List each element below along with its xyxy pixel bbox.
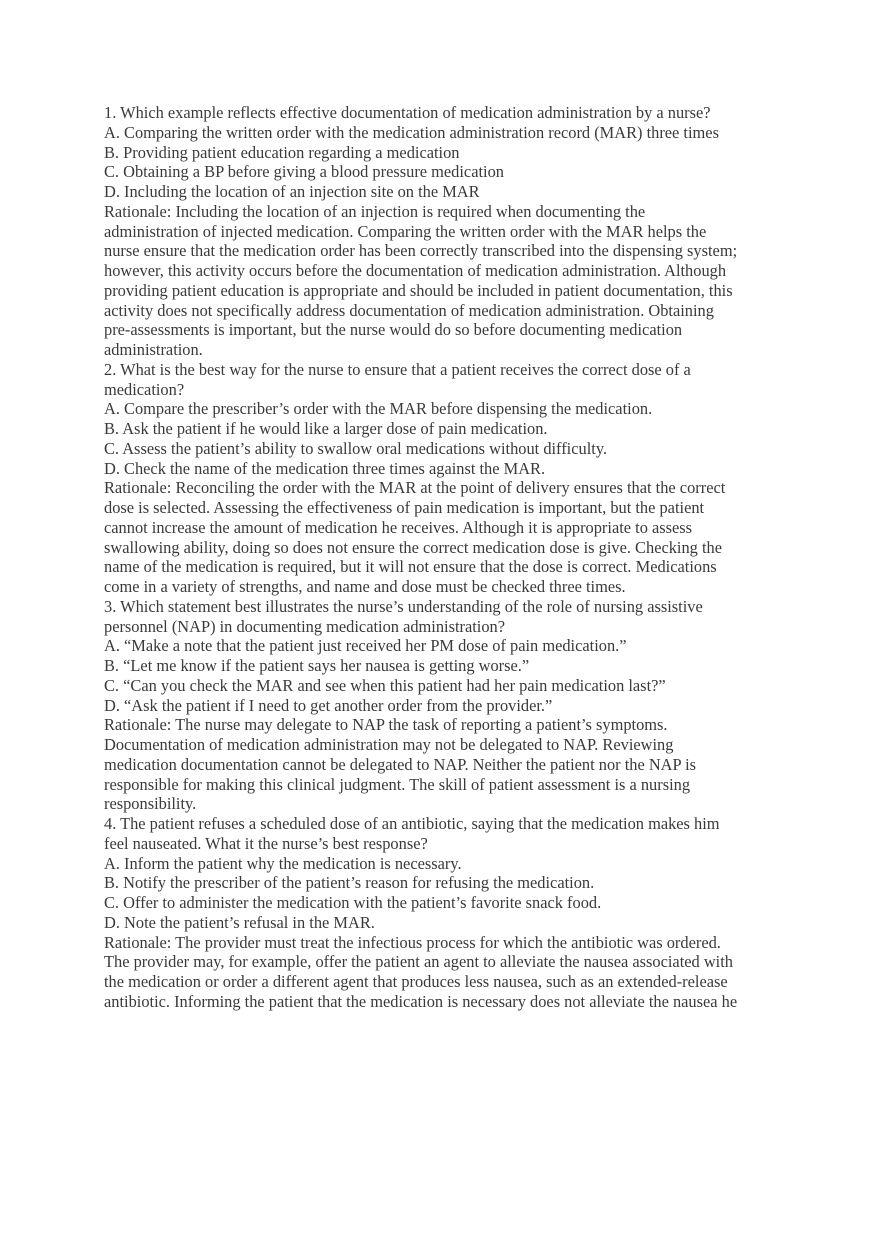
q3-rationale-line: medication documentation cannot be delegated to NAP. Neither the patient nor the NAP is xyxy=(104,754,697,774)
q2-question-line: 2. What is the best way for the nurse to ensure that a patient receives the correct dose of a xyxy=(104,359,691,379)
q1-option-d: D. Including the location of an injection site on the MAR xyxy=(104,182,480,201)
q2-option-b: B. Ask the patient if he would like a larger dose of pain medication. xyxy=(104,419,548,438)
q2-rationale-line: dose is selected. Assessing the effectiveness of pain medication is important, but the patient xyxy=(104,498,705,517)
q1-rationale-line: activity does not specifically address documentation of medication administration. Obtaining xyxy=(104,300,714,320)
q4-option-a: A. Inform the patient why the medication is necessary. xyxy=(104,853,462,873)
q2-rationale-line: Rationale: Reconciling the order with the MAR at the point of delivery ensures that the correct xyxy=(104,478,726,498)
q2-question-line: medication? xyxy=(104,379,185,399)
q3-question-line: personnel (NAP) in documenting medication administration? xyxy=(104,616,506,636)
q2-option-a: A. Compare the prescriber’s order with the MAR before dispensing the medication. xyxy=(104,399,653,419)
q3-option-d: D. “Ask the patient if I need to get another order from the provider.” xyxy=(104,695,553,715)
q1-rationale-line: nurse ensure that the medication order has been correctly transcribed into the dispensing system; xyxy=(104,241,738,261)
q1-rationale-line: however, this activity occurs before the documentation of medication administration. Although xyxy=(104,261,727,280)
q1-option-a: A. Comparing the written order with the medication administration record (MAR) three times xyxy=(104,122,719,142)
document-body xyxy=(104,103,794,1012)
q3-rationale-line: Documentation of medication administration may not be delegated to NAP. Reviewing xyxy=(104,735,674,754)
q4-rationale-line: the medication or order a different agent that produces less nausea, such as an extended-release xyxy=(104,972,728,991)
q4-rationale-line: The provider may, for example, offer the patient an agent to alleviate the nausea associated with xyxy=(104,952,733,972)
q1-question: 1. Which example reflects effective documentation of medication administration by a nurse? xyxy=(104,103,711,122)
q4-question-line: 4. The patient refuses a scheduled dose of an antibiotic, saying that the medication makes him xyxy=(104,814,720,833)
q3-option-a: A. “Make a note that the patient just received her PM dose of pain medication.” xyxy=(104,636,627,656)
q4-option-b: B. Notify the prescriber of the patient’s reason for refusing the medication. xyxy=(104,873,595,893)
q2-rationale-line: swallowing ability, doing so does not ensure the correct medication dose is give. Checking the xyxy=(104,537,723,557)
q3-rationale-line: Rationale: The nurse may delegate to NAP the task of reporting a patient’s symptoms. xyxy=(104,715,668,735)
q3-option-b: B. “Let me know if the patient says her nausea is getting worse.” xyxy=(104,656,530,675)
q4-option-c: C. Offer to administer the medication with the patient’s favorite snack food. xyxy=(104,893,602,912)
q4-question-line: feel nauseated. What it the nurse’s best response? xyxy=(104,833,428,853)
q2-option-d: D. Check the name of the medication three times against the MAR. xyxy=(104,458,546,478)
q1-rationale-line: providing patient education is appropriate and should be included in patient documentation, this xyxy=(104,280,733,300)
q1-rationale-line: Rationale: Including the location of an injection is required when documenting the xyxy=(104,201,646,221)
q4-rationale-line: antibiotic. Informing the patient that the medication is necessary does not alleviate the nausea he xyxy=(104,991,738,1011)
q1-option-b: B. Providing patient education regarding a medication xyxy=(104,142,460,162)
q1-rationale-line: pre-assessments is important, but the nurse would do so before documenting medication xyxy=(104,320,683,340)
q1-rationale-line: administration of injected medication. Comparing the written order with the MAR helps the xyxy=(104,221,707,241)
q2-rationale-line: name of the medication is required, but it will not ensure that the dose is correct. Medications xyxy=(104,557,717,577)
q2-option-c: C. Assess the patient’s ability to swallow oral medications without difficulty. xyxy=(104,438,608,458)
q2-rationale-line: cannot increase the amount of medication he receives. Although it is appropriate to assess xyxy=(104,517,693,537)
q4-rationale-line: Rationale: The provider must treat the infectious process for which the antibiotic was ordered. xyxy=(104,932,721,952)
q1-rationale-line: administration. xyxy=(104,340,203,359)
q3-rationale-line: responsibility. xyxy=(104,794,197,814)
q2-rationale-line: come in a variety of strengths, and name and dose must be checked three times. xyxy=(104,577,626,596)
q4-option-d: D. Note the patient’s refusal in the MAR. xyxy=(104,912,375,932)
q3-rationale-line: responsible for making this clinical judgment. The skill of patient assessment is a nursing xyxy=(104,774,691,794)
q3-question-line: 3. Which statement best illustrates the nurse’s understanding of the role of nursing assistive xyxy=(104,596,703,616)
q1-option-c: C. Obtaining a BP before giving a blood pressure medication xyxy=(104,162,504,182)
q3-option-c: C. “Can you check the MAR and see when this patient had her pain medication last?” xyxy=(104,675,666,695)
